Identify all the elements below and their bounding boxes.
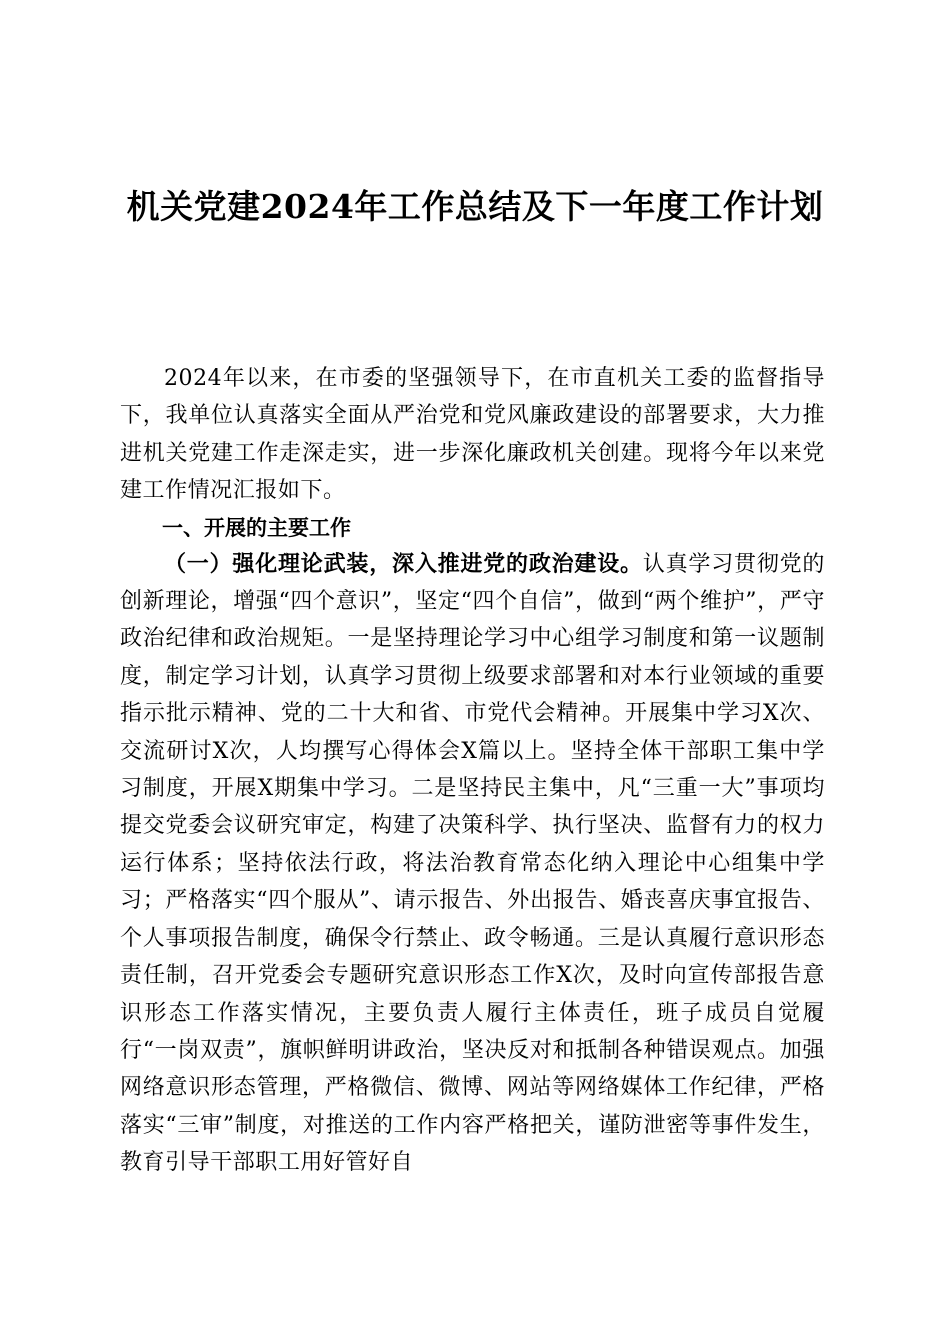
document-body	[120, 360, 825, 1182]
document-title: 机关党建2024年工作总结及下一年度工作计划	[126, 187, 824, 226]
subsection-paragraph	[120, 546, 825, 1182]
subsection-heading: （一）强化理论武装，深入推进党的政治建设。	[164, 551, 643, 577]
subsection-body: 认真学习贯彻党的创新理论，增强“四个意识”，坚定“四个自信”，做到“两个维护”，严守政治纪律和政治规矩。一是坚持理论学习中心组学习制度和第一议题制度，制定学习计划，认真学习贯彻上级要求部署和对本行业领域的重要指示批示精神、党的二十大和省、市党代会精神。开展集中学习X次、交流研讨X次，人均撰写心得体会X篇以上。坚持全体干部职工集中学习制度，开展X期集中学习。二是坚持民主集中，凡“三重一大”事项均提交党委会议研究审定，构建了决策科学、执行坚决、监督有力的权力运行体系；坚持依法行政，将法治教育常态化纳入理论中心组集中学习；严格落实“四个服从”、请示报告、外出报告、婚丧喜庆事宜报告、个人事项报告制度，确保令行禁止、政令畅通。三是认真履行意识形态责任制，召开党委会专题研究意识形态工作X次，及时向宣传部报告意识形态工作落实情况，主要负责人履行主体责任，班子成员自觉履行“一岗双责”，旗帜鲜明讲政治，坚决反对和抵制各种错误观点。加强网络意识形态管理，严格微信、微博、网站等网络媒体工作纪律，严格落实“三审”制度，对推送的工作内容严格把关，谨防泄密等事件发生，教育引导干部职工用好管好自	[120, 551, 825, 1176]
intro-paragraph: 2024年以来，在市委的坚强领导下，在市直机关工委的监督指导下，我单位认真落实全面从严治党和党风廉政建设的部署要求，大力推进机关党建工作走深走实，进一步深化廉政机关创建。现将今年以来党建工作情况汇报如下。	[120, 366, 825, 504]
section-heading: 一、开展的主要工作	[162, 515, 351, 540]
